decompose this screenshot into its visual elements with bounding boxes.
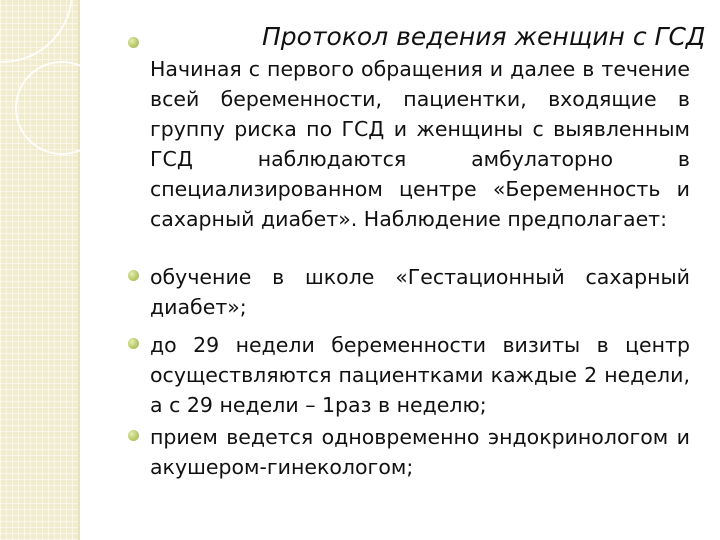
paragraph-visits: до 29 недели беременности визиты в центр осуществляются пациентками каждые 2 недели, а с 29 недели – 1раз в неделю; [150, 333, 690, 417]
bullet-icon [128, 37, 139, 48]
bullet-icon [128, 270, 139, 281]
bullet-icon [128, 430, 139, 441]
decorative-circles [0, 0, 80, 540]
paragraph-reception: прием ведется одновременно эндокринологом и акушером-гинекологом; [150, 425, 690, 479]
paragraph-school: обучение в школе «Гестационный сахарный диабет»; [150, 265, 690, 319]
paragraph-intro: Начиная с первого обращения и далее в течение всей беременности, пациентки, входящие в группу риска по ГСД и женщины с выявленным ГСД наблюдаются амбулаторно в специализированном центре «Беременность и сахарный диабет». Наблюдение предполагает: [150, 57, 690, 231]
slide-title: Протокол ведения женщин с ГСД [262, 22, 706, 51]
deco-circle-2 [16, 62, 80, 154]
bullet-icon [128, 338, 139, 349]
deco-circle-1 [0, 0, 72, 62]
